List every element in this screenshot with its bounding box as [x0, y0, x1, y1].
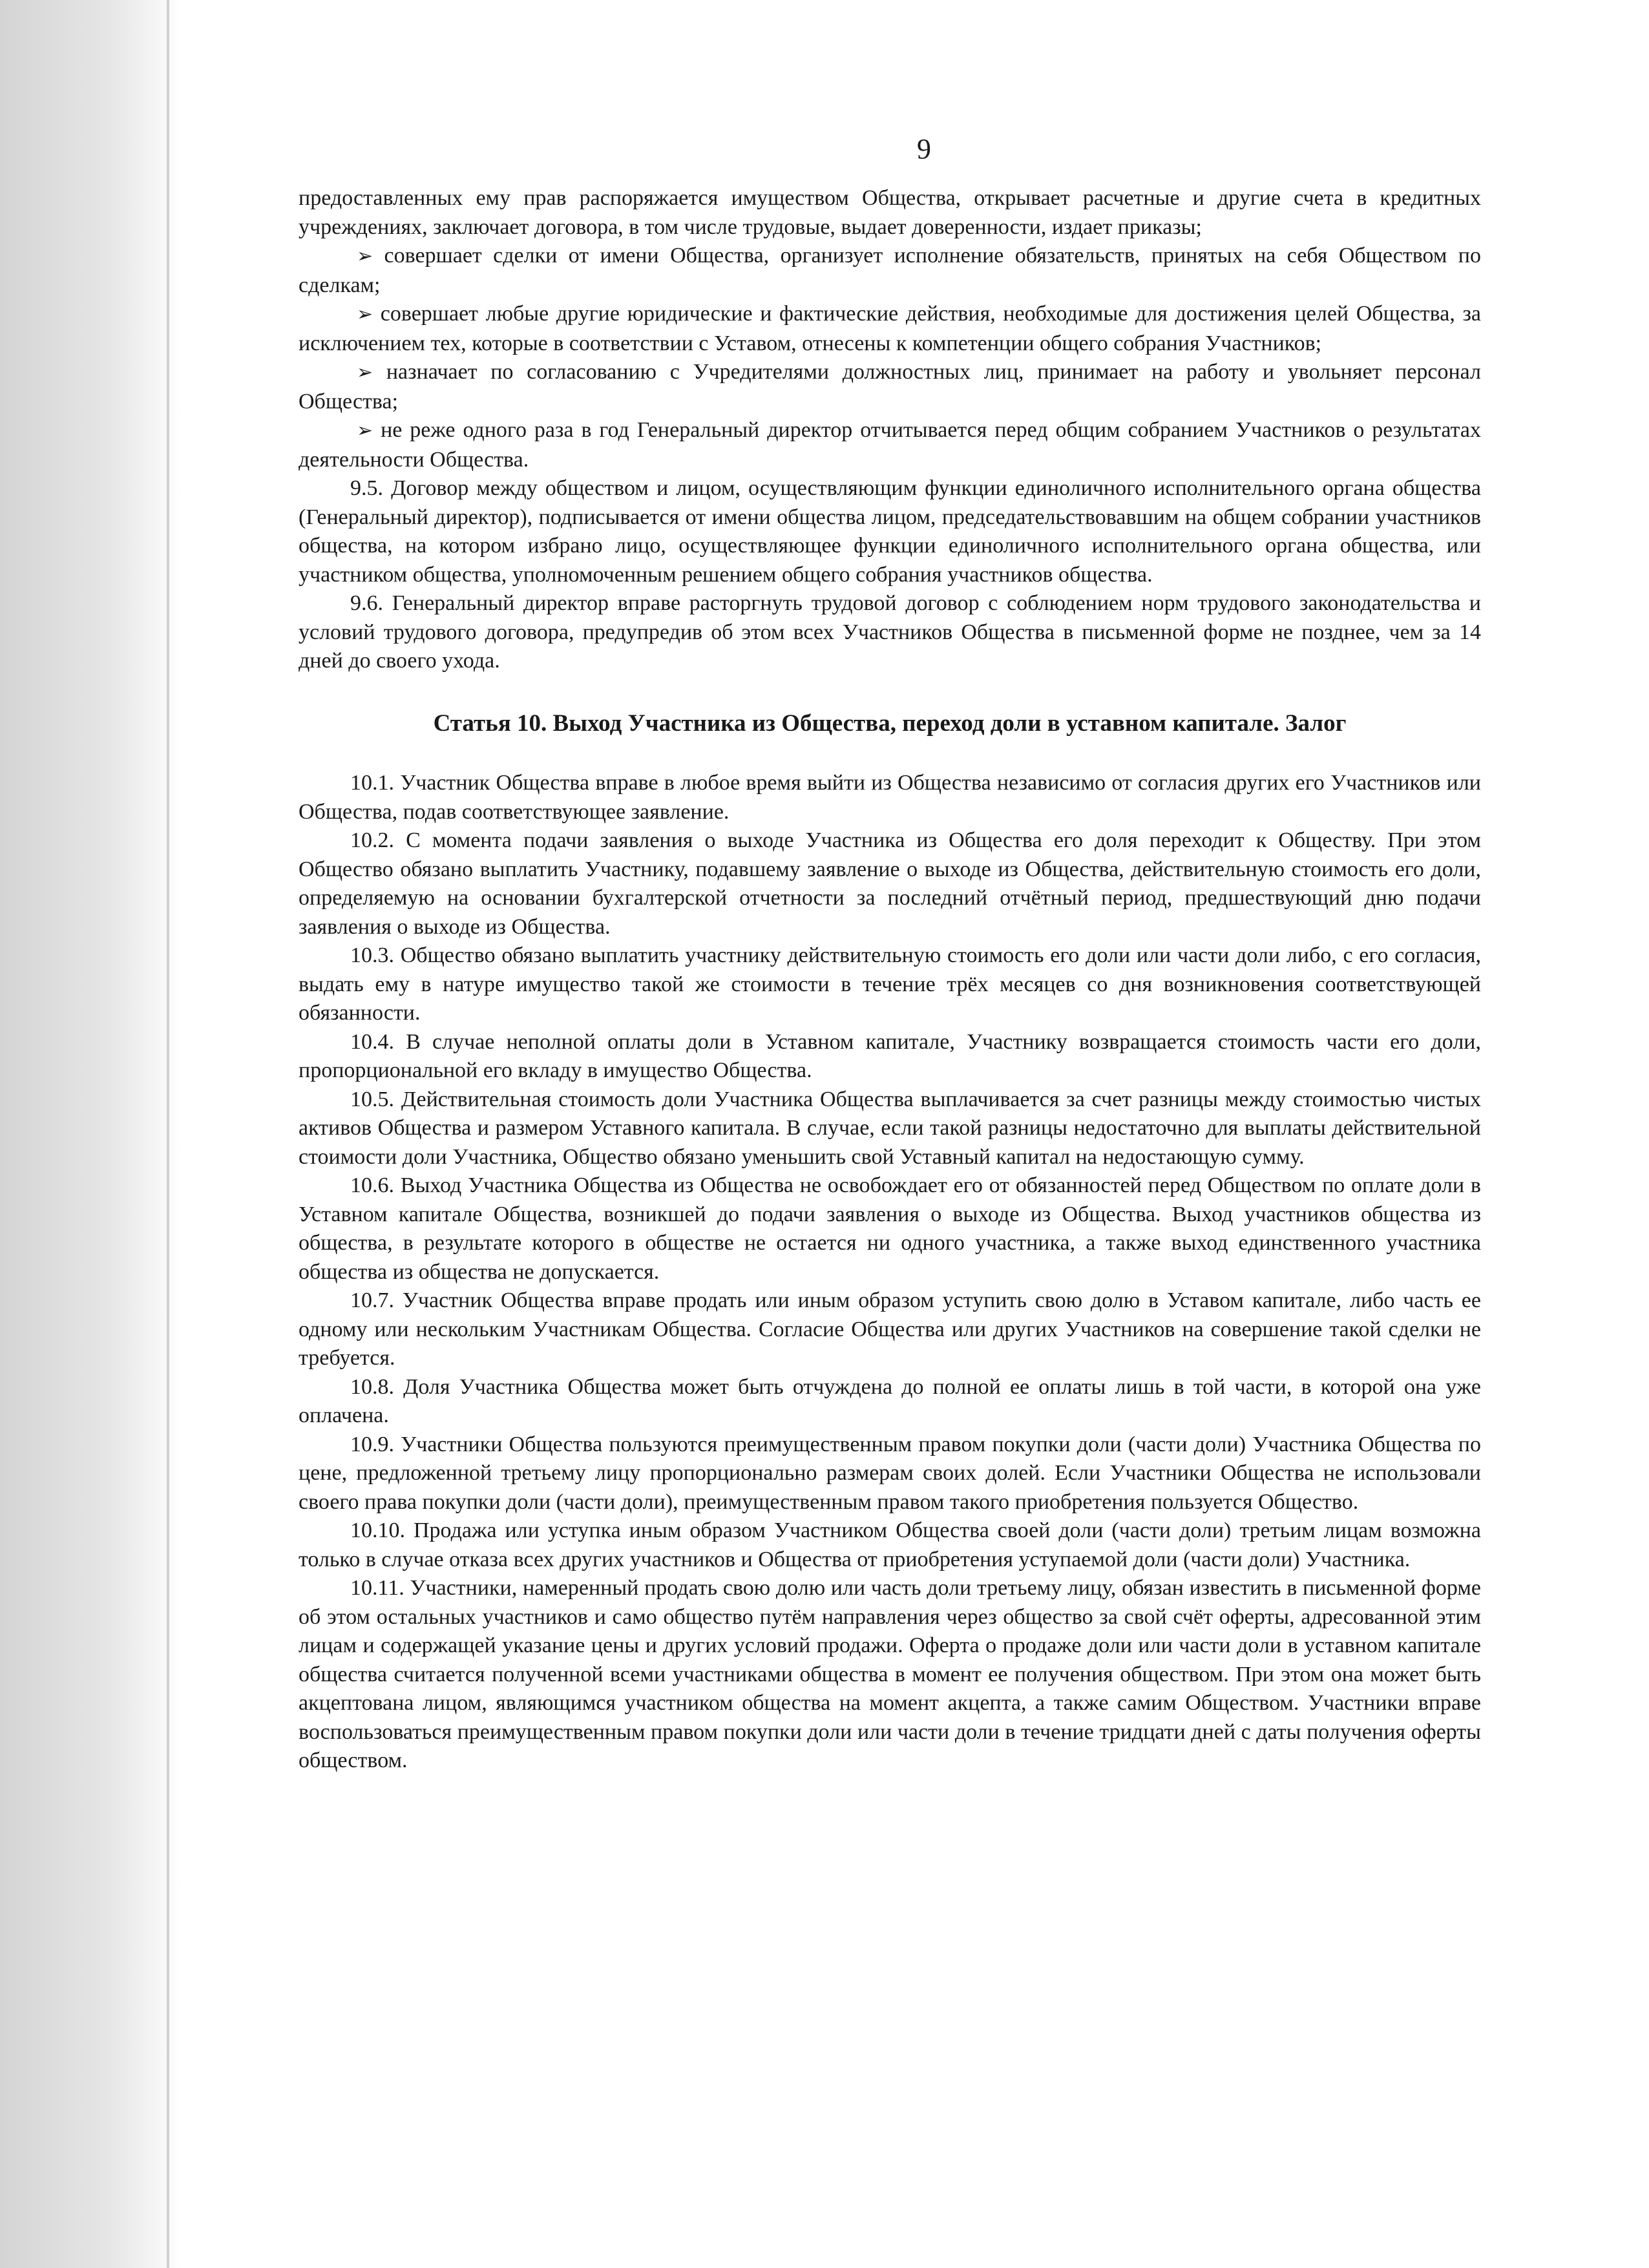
clause-10-3: 10.3. Общество обязано выплатить участнику действительную стоимость его доли или части доли либо, с его согласия, выдать ему в натуре имущество такой же стоимости в течение трёх месяцев со дня возникновения соответствующей обязанности. — [299, 943, 1481, 1025]
clause-9-6: 9.6. Генеральный директор вправе расторгнуть трудовой договор с соблюдением норм трудового законодательства и условий трудового договора, предупредив об этом всех Участников Общества в письменной форме не позднее, чем за 14 дней до своего ухода. — [299, 591, 1481, 673]
arrow-bullet-icon: ➢ — [357, 361, 373, 384]
bullet-item — [299, 358, 1481, 416]
document-body — [299, 184, 1481, 1776]
clause-10-4: 10.4. В случае неполной оплаты доли в Уставном капитале, Участнику возвращается стоимость части его доли, пропорциональной его вкладу в имущество Общества. — [299, 1029, 1481, 1082]
bullet-text: назначает по согласованию с Учредителями должностных лиц, принимает на работу и увольняет персонал Общества; — [299, 360, 1482, 414]
page-number: 9 — [917, 133, 931, 165]
clause-10-8: 10.8. Доля Участника Общества может быть отчуждена до полной ее оплаты лишь в той части, в которой она уже оплачена. — [299, 1374, 1481, 1427]
bullet-item — [299, 242, 1481, 300]
arrow-bullet-icon: ➢ — [357, 419, 373, 442]
clause-10-5: 10.5. Действительная стоимость доли Участника Общества выплачивается за счет разницы между стоимостью чистых активов Общества и размером Уставного капитала. В случае, если такой разницы недостаточно для выплаты действительной стоимости доли Участника, Общество обязано уменьшить свой Уставный капитал на недостающую сумму. — [299, 1087, 1481, 1169]
arrow-bullet-icon: ➢ — [357, 245, 373, 268]
clause-10-1: 10.1. Участник Общества вправе в любое время выйти из Общества независимо от согласия других его Участников или Общества, подав соответствующее заявление. — [299, 771, 1481, 824]
scan-fold-line — [167, 0, 169, 2268]
bullet-text: совершает любые другие юридические и фактические действия, необходимые для достижения целей Общества, за исключением тех, которые в соответствии с Уставом, отнесены к компетенции общего собрания Участников; — [299, 302, 1481, 355]
arrow-bullet-icon: ➢ — [357, 303, 373, 326]
article-heading: Статья 10. Выход Участника из Общества, переход доли в уставном капитале. Залог — [433, 709, 1347, 737]
bullet-item — [299, 300, 1481, 358]
bullet-text: не реже одного раза в год Генеральный директор отчитывается перед общим собранием Участников о результатах деятельности Общества. — [299, 418, 1482, 472]
clause-10-11: 10.11. Участники, намеренный продать свою долю или часть доли третьему лицу, обязан известить в письменной форме об этом остальных участников и само общество путём направления через общество за свой счёт оферты, адресованной этим лицам и содержащей указание цены и других условий продажи. Оферта о продаже доли или части доли в уставном капитале общества считается полученной всеми участниками общества в момент ее получения обществом. При этом она может быть акцептована лицом, являющимся участником общества на момент акцепта, а также самим Обществом. Участники вправе воспользоваться преимущественным правом покупки доли или части доли в течение тридцати дней с даты получения оферты обществом. — [299, 1576, 1481, 1772]
clause-10-10: 10.10. Продажа или уступка иным образом Участником Общества своей доли (части доли) третьим лицам возможна только в случае отказа всех других участников и Общества от приобретения уступаемой доли (части доли) Участника. — [299, 1518, 1481, 1571]
clause-10-2: 10.2. С момента подачи заявления о выходе Участника из Общества его доля переходит к Обществу. При этом Общество обязано выплатить Участнику, подавшему заявление о выходе из Общества, действительную стоимость его доли, определяемую на основании бухгалтерской отчетности за последний отчётный период, предшествующий дню подачи заявления о выходе из Общества. — [299, 828, 1481, 939]
clause-10-6: 10.6. Выход Участника Общества из Общества не освобождает его от обязанностей перед Обществом по оплате доли в Уставном капитале Общества, возникшей до подачи заявления о выходе из Общества. Выход участников общества из общества, в результате которого в обществе не остается ни одного участника, а также выход единственного участника общества из общества не допускается. — [299, 1173, 1481, 1284]
clause-10-9: 10.9. Участники Общества пользуются преимущественным правом покупки доли (части доли) Участника Общества по цене, предложенной третьему лицу пропорционально размерам своих долей. Если Участники Общества не использовали своего права покупки доли (части доли), преимущественным правом такого приобретения пользуется Общество. — [299, 1432, 1481, 1514]
bullet-item — [299, 416, 1481, 474]
bullet-text: совершает сделки от имени Общества, организует исполнение обязательств, принятых на себя Обществом по сделкам; — [299, 244, 1482, 297]
clause-9-5: 9.5. Договор между обществом и лицом, осуществляющим функции единоличного исполнительного органа общества (Генеральный директор), подписывается от имени общества лицом, председательствовавшим на общем собрании участников общества, на котором избрано лицо, осуществляющее функции единоличного исполнительного органа общества, или участником общества, уполномоченным решением общего собрания участников общества. — [299, 476, 1481, 587]
paragraph-continuation: предоставленных ему прав распоряжается имуществом Общества, открывает расчетные и другие счета в кредитных учреждениях, заключает договора, в том числе трудовые, выдает доверенности, издает приказы; — [299, 186, 1481, 239]
scan-shadow-edge — [0, 0, 181, 2268]
clause-10-7: 10.7. Участник Общества вправе продать или иным образом уступить свою долю в Уставом капитале, либо часть ее одному или нескольким Участникам Общества. Согласие Общества или других Участников на совершение такой сделки не требуется. — [299, 1288, 1481, 1370]
